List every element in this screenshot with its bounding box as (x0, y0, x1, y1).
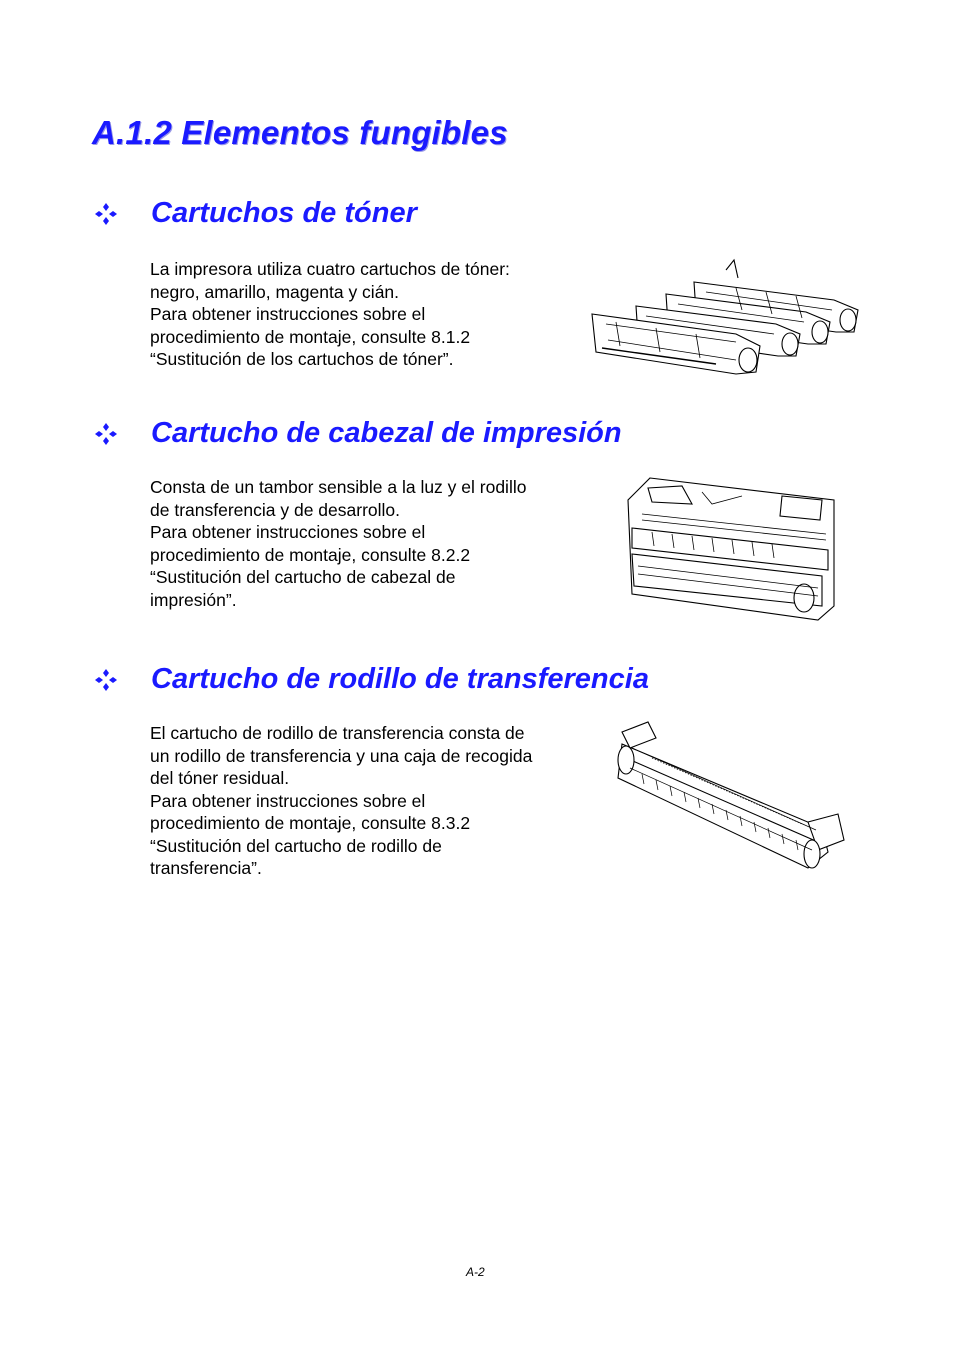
body-line: un rodillo de transferencia y una caja de recogida (150, 745, 533, 766)
section-body-print-head (150, 476, 526, 611)
body-line: “Sustitución del cartucho de cabezal de (150, 567, 456, 587)
section-heading-text: Cartucho de cabezal de impresión (151, 417, 622, 449)
section-heading-toner (94, 197, 417, 230)
section-body-toner (150, 258, 510, 371)
four-diamond-bullet-icon (94, 202, 118, 226)
body-line: impresión”. (150, 589, 237, 610)
body-line: El cartucho de rodillo de transferencia consta de (150, 723, 525, 743)
body-line: del tóner residual. (150, 768, 290, 788)
body-line: Consta de un tambor sensible a la luz y el rodillo (150, 477, 527, 497)
print-head-cartridge-illustration (622, 474, 838, 626)
section-heading-text: Cartuchos de tóner (151, 197, 417, 229)
body-line: procedimiento de montaje, consulte 8.1.2 (150, 326, 471, 347)
body-line: negro, amarillo, magenta y cián. (150, 281, 400, 302)
body-line: “Sustitución del cartucho de rodillo de (150, 835, 442, 856)
body-line: transferencia”. (150, 858, 262, 878)
body-line: Para obtener instrucciones sobre el (150, 304, 426, 324)
section-heading-text: Cartucho de rodillo de transferencia (151, 663, 649, 695)
body-line: procedimiento de montaje, consulte 8.3.2 (150, 813, 471, 833)
toner-cartridges-illustration (586, 252, 864, 392)
section-heading-print-head (94, 417, 622, 450)
body-line: de transferencia y de desarrollo. (150, 499, 400, 520)
body-line: Para obtener instrucciones sobre el (150, 522, 426, 542)
section-body-transfer-roller (150, 722, 532, 880)
body-line: Para obtener instrucciones sobre el (150, 790, 426, 811)
body-line: La impresora utiliza cuatro cartuchos de tóner: (150, 259, 510, 279)
transfer-roller-cartridge-illustration (612, 718, 848, 890)
page-title: A.1.2 Elementos fungibles (92, 114, 508, 151)
page-number: A-2 (466, 1265, 485, 1279)
four-diamond-bullet-icon (94, 422, 118, 446)
body-line: “Sustitución de los cartuchos de tóner”. (150, 349, 454, 369)
section-heading-transfer-roller (94, 663, 649, 696)
four-diamond-bullet-icon (94, 668, 118, 692)
body-line: procedimiento de montaje, consulte 8.2.2 (150, 544, 471, 565)
